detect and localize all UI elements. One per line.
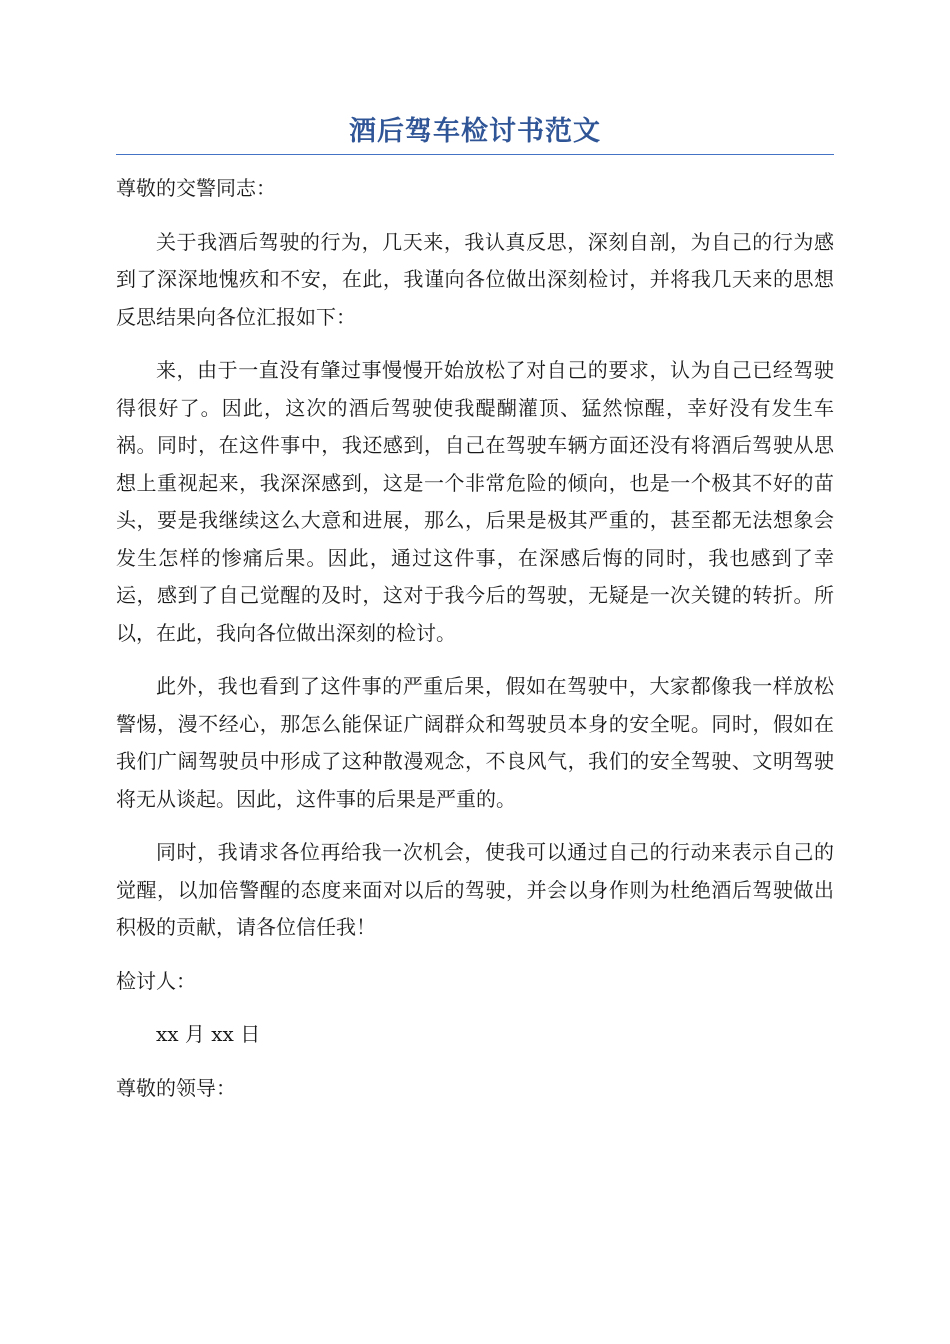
signer-label: 检讨人： (116, 968, 196, 993)
next-salutation: 尊敬的领导： (116, 1075, 236, 1100)
body-paragraph-2: 来，由于一直没有肇过事慢慢开始放松了对自己的要求，认为自己已经驾驶得很好了。因此，这次的酒后驾驶使我醍醐灌顶、猛然惊醒，幸好没有发生车祸。同时，在这件事中，我还感到，自己在驾驶车辆方面还没有将酒后驾驶从思想上重视起来，我深深感到，这是一个非常危险的倾向，也是一个极其不好的苗头，要是我继续这么大意和进展，那么，后果是极其严重的，甚至都无法想象会发生怎样的惨痛后果。因此，通过这件事，在深感后悔的同时，我也感到了幸运，感到了自己觉醒的及时，这对于我今后的驾驶，无疑是一次关键的转折。所以，在此，我向各位做出深刻的检讨。 (116, 358, 834, 645)
body-paragraph-4: 同时，我请求各位再给我一次机会，使我可以通过自己的行动来表示自己的觉醒，以加倍警醒的态度来面对以后的驾驶，并会以身作则为杜绝酒后驾驶做出积极的贡献，请各位信任我！ (116, 840, 834, 939)
body-paragraph-1: 关于我酒后驾驶的行为，几天来，我认真反思，深刻自剖，为自己的行为感到了深深地愧疚和不安，在此，我谨向各位做出深刻检讨，并将我几天来的思想反思结果向各位汇报如下： (116, 229, 834, 329)
document-page (116, 112, 834, 1107)
title-underline (116, 154, 834, 155)
body-paragraph-3: 此外，我也看到了这件事的严重后果，假如在驾驶中，大家都像我一样放松警惕，漫不经心，那怎么能保证广阔群众和驾驶员本身的安全呢。同时，假如在我们广阔驾驶员中形成了这种散漫观念，不良风气，我们的安全驾驶、文明驾驶将无从谈起。因此，这件事的后果是严重的。 (116, 674, 834, 811)
salutation: 尊敬的交警同志： (116, 176, 276, 200)
date-line: xx 月 xx 日 (156, 1022, 261, 1046)
document-title: 酒后驾车检讨书范文 (349, 116, 601, 147)
